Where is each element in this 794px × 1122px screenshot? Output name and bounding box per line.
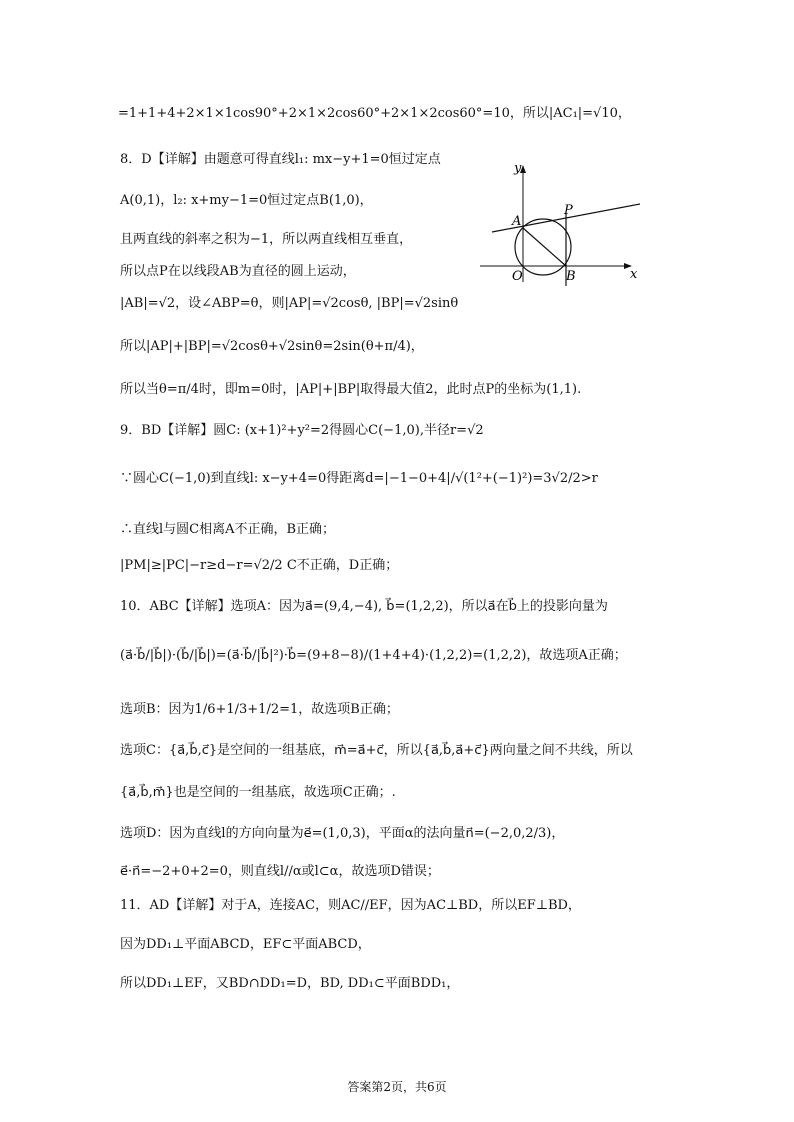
solution-line-8: 所以当θ=π/4时，即m=0时，|AP|+|BP|取得最大值2，此时点P的坐标为(1,1). xyxy=(120,382,582,397)
solution-line-22: 所以DD₁⊥EF，又BD∩DD₁=D，BD, DD₁⊂平面BDD₁， xyxy=(120,976,460,991)
label-y: y xyxy=(514,161,522,176)
solution-line-2: 8．D【详解】由题意可得直线l₁: mx−y+1=0恒过定点 xyxy=(120,152,441,167)
solution-line-4: 且两直线的斜率之积为−1，所以两直线相互垂直， xyxy=(120,232,413,247)
label-b: B xyxy=(566,269,576,284)
label-x: x xyxy=(630,267,638,282)
solution-line-1: =1+1+4+2×1×1cos90°+2×1×2cos60°+2×1×2cos60°=10，所以|AC₁|=√10， xyxy=(118,106,631,121)
solution-line-15: 选项B：因为1/6+1/3+1/2=1，故选项B正确； xyxy=(120,702,399,717)
label-o: O xyxy=(512,269,523,284)
solution-line-9: 9．BD【详解】圆C: (x+1)²+y²=2得圆心C(−1,0),半径r=√2 xyxy=(120,423,484,438)
solution-line-17: {a⃗,b⃗,m⃗}也是空间的一组基底，故选项C正确；. xyxy=(120,785,396,800)
solution-line-21: 因为DD₁⊥平面ABCD，EF⊂平面ABCD， xyxy=(120,937,371,952)
solution-line-14: (a⃗·b⃗/|b⃗|)·(b⃗/|b⃗|)=(a⃗·b⃗/|b⃗|²)·b⃗=(9+8−8)/(1+4+4)·(1,2,2)=(1,2,2)，故选项A正确； xyxy=(120,648,627,663)
solution-line-20: 11．AD【详解】对于A，连接AC，则AC//EF，因为AC⊥BD，所以EF⊥BD， xyxy=(120,898,581,913)
solution-line-10: ∵圆心C(−1,0)到直线l: x−y+4=0得距离d=|−1−0+4|/√(1²+(−1)²)=3√2/2>r xyxy=(120,471,598,486)
solution-line-19: e⃗·n⃗=−2+0+2=0，则直线l//α或l⊂α，故选项D错误； xyxy=(120,864,440,879)
solution-line-7: 所以|AP|+|BP|=√2cosθ+√2sinθ=2sin(θ+π/4)， xyxy=(120,339,424,354)
solution-line-6: |AB|=√2，设∠ABP=θ，则|AP|=√2cosθ, |BP|=√2sinθ xyxy=(120,296,459,311)
label-p: P xyxy=(564,203,573,218)
solution-line-12: |PM|≥|PC|−r≥d−r=√2/2 C不正确，D正确； xyxy=(120,558,399,573)
solution-line-13: 10．ABC【详解】选项A：因为a⃗=(9,4,−4), b⃗=(1,2,2)，所以a⃗在b⃗上的投影向量为 xyxy=(120,599,608,614)
solution-line-18: 选项D：因为直线l的方向向量为e⃗=(1,0,3)，平面α的法向量n⃗=(−2,0,2/3)， xyxy=(120,826,565,841)
solution-line-5: 所以点P在以线段AB为直径的圆上运动， xyxy=(120,264,356,279)
solution-line-16: 选项C：{a⃗,b⃗,c⃗}是空间的一组基底，m⃗=a⃗+c⃗，所以{a⃗,b⃗,a⃗+c⃗}两向量之间不共线，所以 xyxy=(120,743,633,758)
label-a: A xyxy=(512,214,522,229)
solution-line-11: ∴直线l与圆C相离A不正确，B正确； xyxy=(120,522,336,537)
page-footer: 答案第2页，共6页 xyxy=(347,1080,447,1094)
segment-ab xyxy=(523,228,566,266)
solution-line-3: A(0,1)，l₂: x+my−1=0恒过定点B(1,0)， xyxy=(120,193,373,208)
circle-diagram xyxy=(478,158,644,286)
